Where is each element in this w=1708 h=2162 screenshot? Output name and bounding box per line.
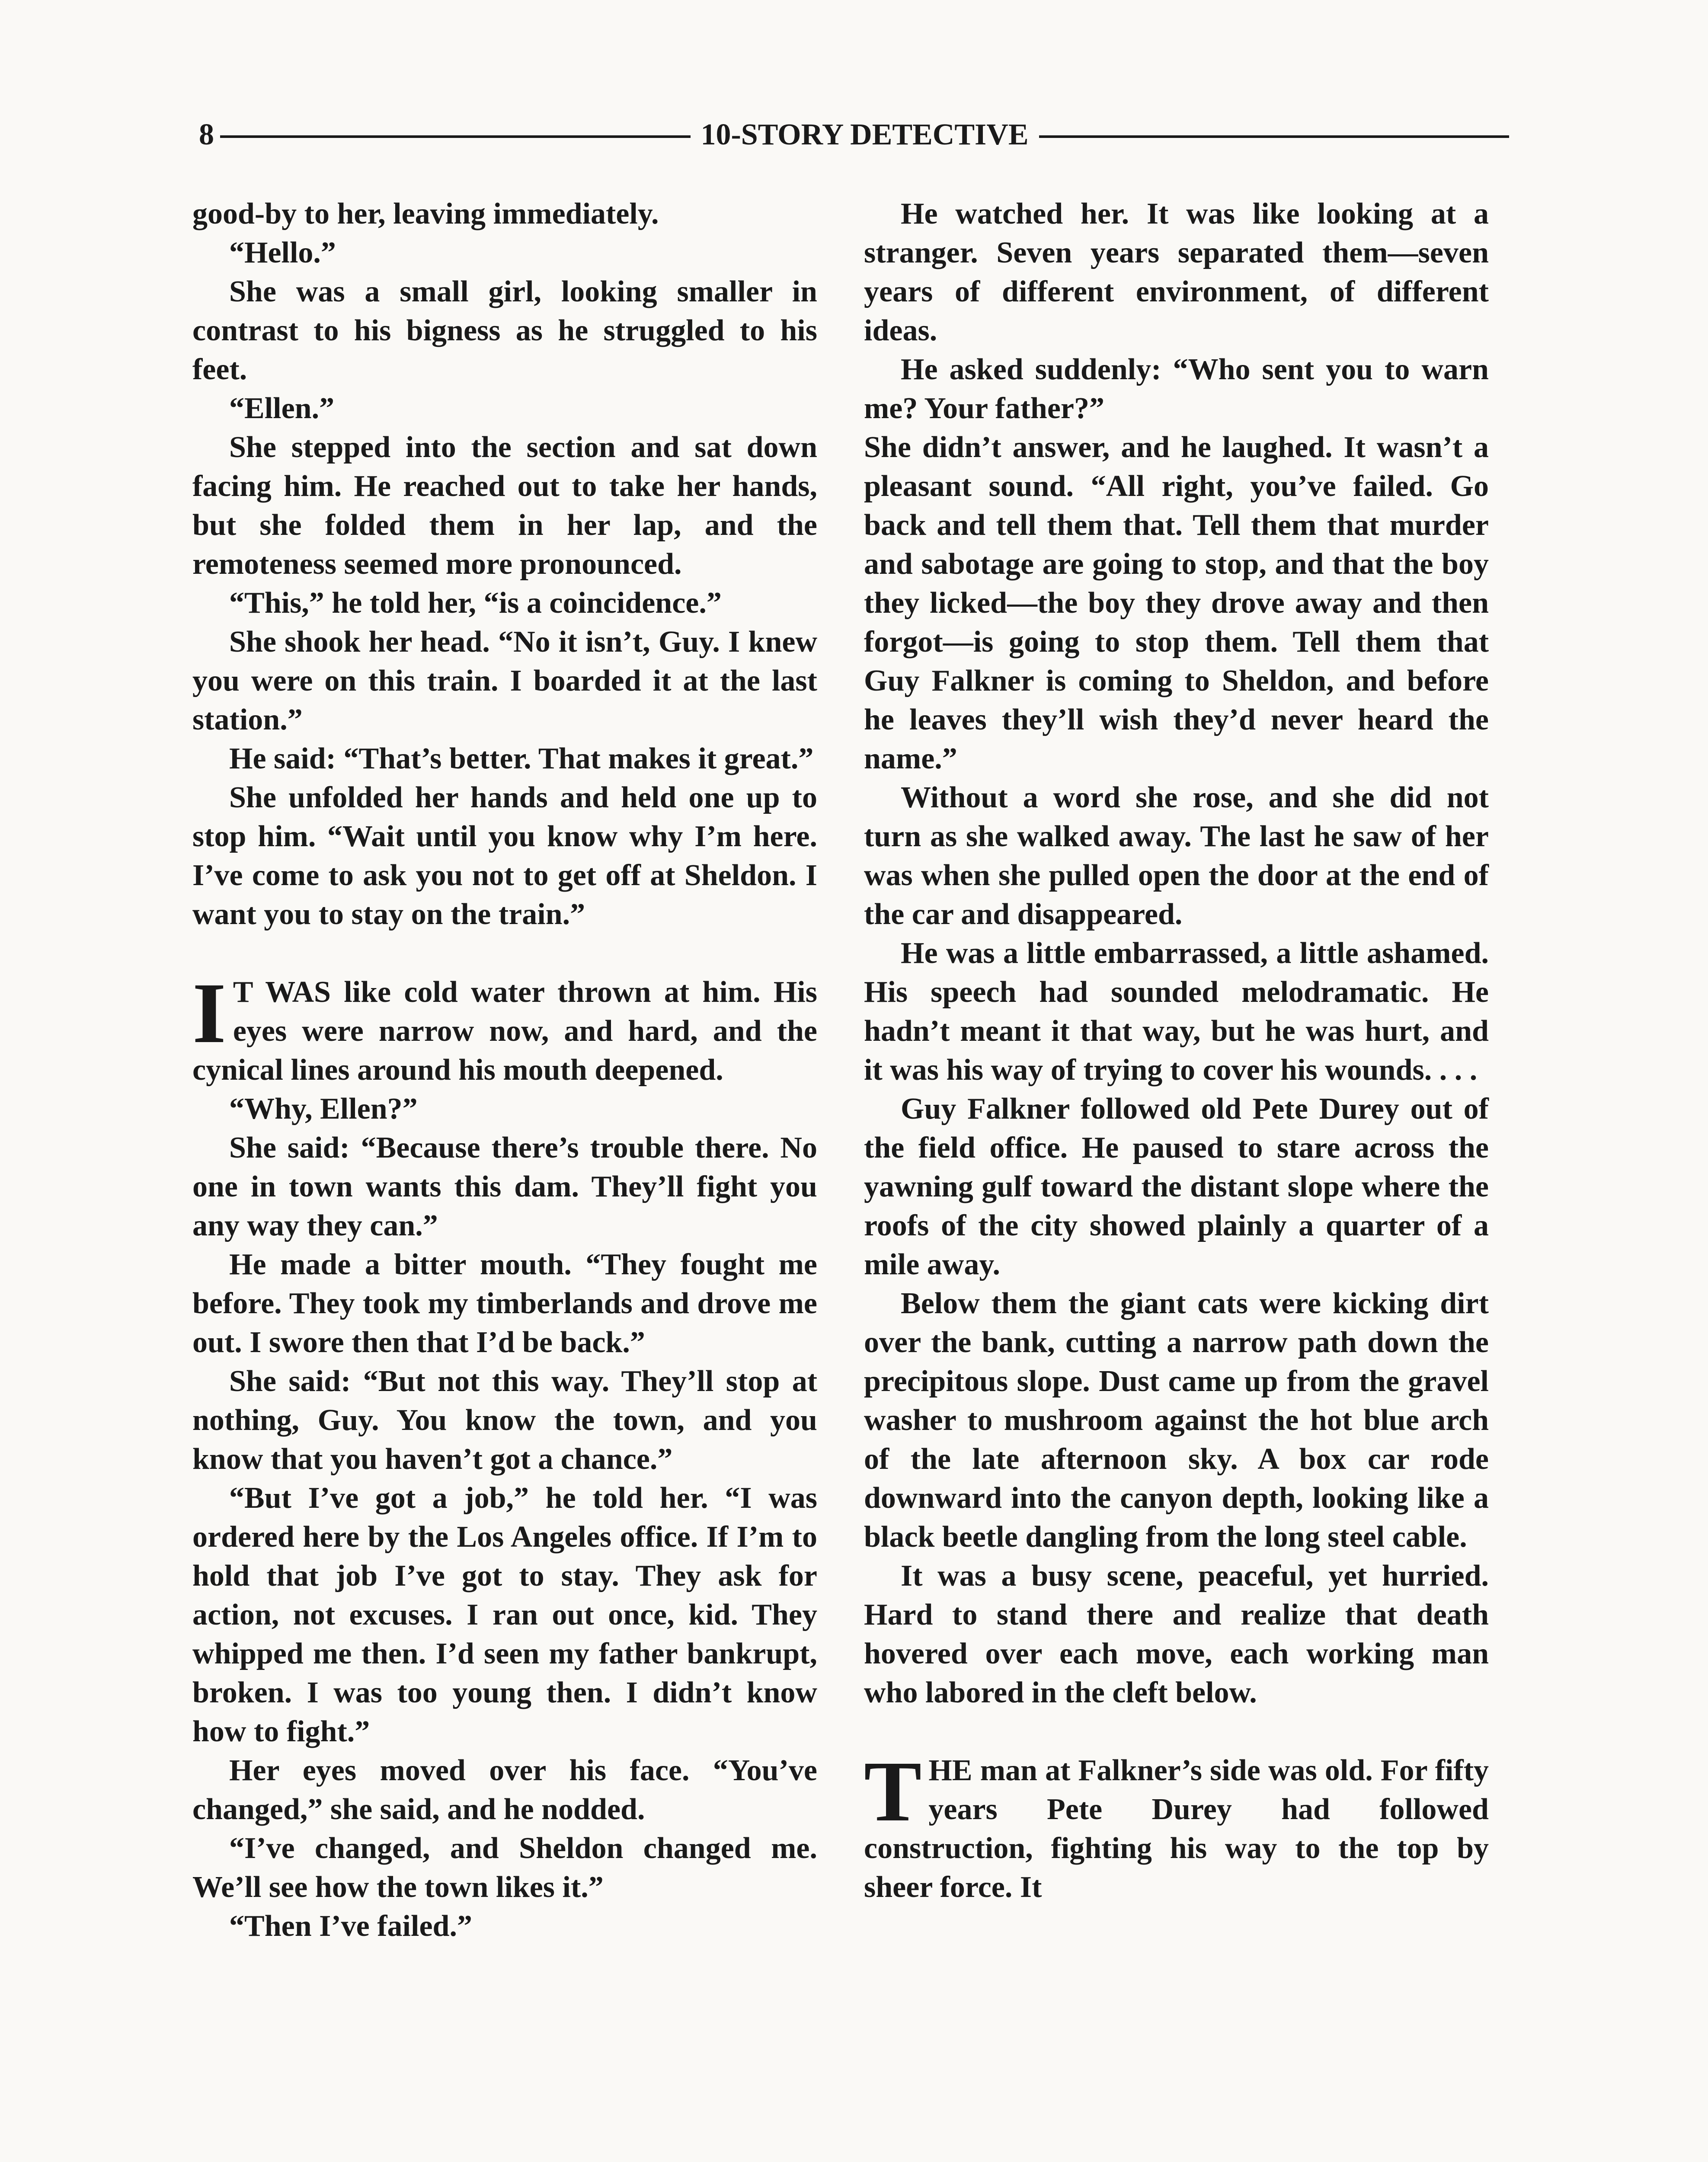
right-column-paragraphs [864, 195, 1489, 1712]
paragraph: She said: “But not this way. They’ll stop at nothing, Guy. You know the town, and you know that you haven’t got a chance.” [192, 1365, 817, 1476]
paragraph: She shook her head. “No it isn’t, Guy. I knew you were on this train. I boarded it at the last station.” [192, 625, 817, 736]
header-rule-left [220, 135, 691, 138]
publication-title: 10-STORY DETECTIVE [700, 118, 1029, 151]
paragraph: “Why, Ellen?” [229, 1092, 418, 1126]
left-column-top-paragraphs [192, 195, 817, 934]
paragraph: “Hello.” [229, 236, 336, 269]
paragraph: It was a busy scene, peaceful, yet hurried. Hard to stand there and realize that death hovered over each move, each working man who labored in the cleft below. [864, 1559, 1489, 1709]
drop-paragraph-text: HE man at Falkner’s side was old. For fifty years Pete Durey had followed construction, fighting his way to the top by sheer force. It [864, 1754, 1489, 1904]
paragraph: “Ellen.” [229, 392, 335, 425]
section-break-paragraph-right [864, 1744, 1489, 1907]
paragraph: Her eyes moved over his face. “You’ve changed,” she said, and he nodded. [192, 1754, 817, 1826]
right-column [864, 195, 1489, 1907]
drop-cap-initial: T [864, 1744, 922, 1839]
paragraph: Without a word she rose, and she did not turn as she walked away. The last he saw of her was when she pulled open the door at the end of the car and disappeared. [864, 781, 1489, 931]
drop-cap-initial: I [192, 966, 226, 1061]
section-break-paragraph-left [192, 966, 817, 1090]
drop-paragraph-text: T WAS like cold water thrown at him. His eyes were narrow now, and hard, and the cynical lines around his mouth deepened. [192, 975, 817, 1087]
paragraph: She unfolded her hands and held one up to stop him. “Wait until you know why I’m here. I’ve come to ask you not to get off at Sheldon. I want you to stay on the train.” [192, 781, 817, 931]
paragraph: She didn’t answer, and he laughed. It wasn’t a pleasant sound. “All right, you’ve failed. Go back and tell them that. Tell them that murder and sabotage are going to stop, and that the boy they licked—the boy they drove away and then forgot—is going to stop them. Tell them that Guy Falkner is coming to Sheldon, and before he leaves they’ll wish they’d never heard the name.” [864, 431, 1489, 775]
header-rule-right [1039, 135, 1510, 138]
paragraph: He watched her. It was like looking at a stranger. Seven years separated them—seven years of different environment, of different ideas. [864, 197, 1489, 347]
paragraph: Guy Falkner followed old Pete Durey out of the field office. He paused to stare across the yawning gulf toward the distant slope where the roofs of the city showed plainly a quarter of a mile away. [864, 1092, 1489, 1281]
paragraph: good-by to her, leaving immediately. [192, 197, 659, 230]
paragraph: “I’ve changed, and Sheldon changed me. We’ll see how the town likes it.” [192, 1832, 817, 1904]
left-column-bottom-paragraphs [192, 1090, 817, 1946]
paragraph: She stepped into the section and sat down facing him. He reached out to take her hands, but she folded them in her lap, and the remoteness seemed more pronounced. [192, 431, 817, 581]
paragraph: “Then I’ve failed.” [229, 1909, 472, 1943]
paragraph: He asked suddenly: “Who sent you to warn me? Your father?” [864, 353, 1489, 425]
paragraph: He made a bitter mouth. “They fought me before. They took my timberlands and drove me out. I swore then that I’d be back.” [192, 1248, 817, 1359]
page-number: 8 [199, 118, 214, 151]
page-header [199, 113, 1509, 157]
paragraph: “But I’ve got a job,” he told her. “I was ordered here by the Los Angeles office. If I’m to hold that job I’ve got to stay. They ask for action, not excuses. I ran out once, kid. They whipped me then. I’d seen my father bankrupt, broken. I was too young then. I didn’t know how to fight.” [192, 1481, 817, 1748]
paragraph: “This,” he told her, “is a coincidence.” [229, 586, 722, 620]
paragraph: He said: “That’s better. That makes it great.” [229, 742, 814, 775]
paragraph: She was a small girl, looking smaller in contrast to his bigness as he struggled to his feet. [192, 275, 817, 386]
paragraph: He was a little embarrassed, a little ashamed. His speech had sounded melodramatic. He hadn’t meant it that way, but he was hurt, and it was his way of trying to cover his wounds. . . . [864, 937, 1489, 1087]
paragraph: Below them the giant cats were kicking dirt over the bank, cutting a narrow path down the precipitous slope. Dust came up from the gravel washer to mushroom against the hot blue arch of the late afternoon sky. A box car rode downward into the canyon depth, looking like a black beetle dangling from the long steel cable. [864, 1287, 1489, 1554]
paragraph: She said: “Because there’s trouble there. No one in town wants this dam. They’ll fight you any way they can.” [192, 1131, 817, 1242]
left-column [192, 195, 817, 1946]
